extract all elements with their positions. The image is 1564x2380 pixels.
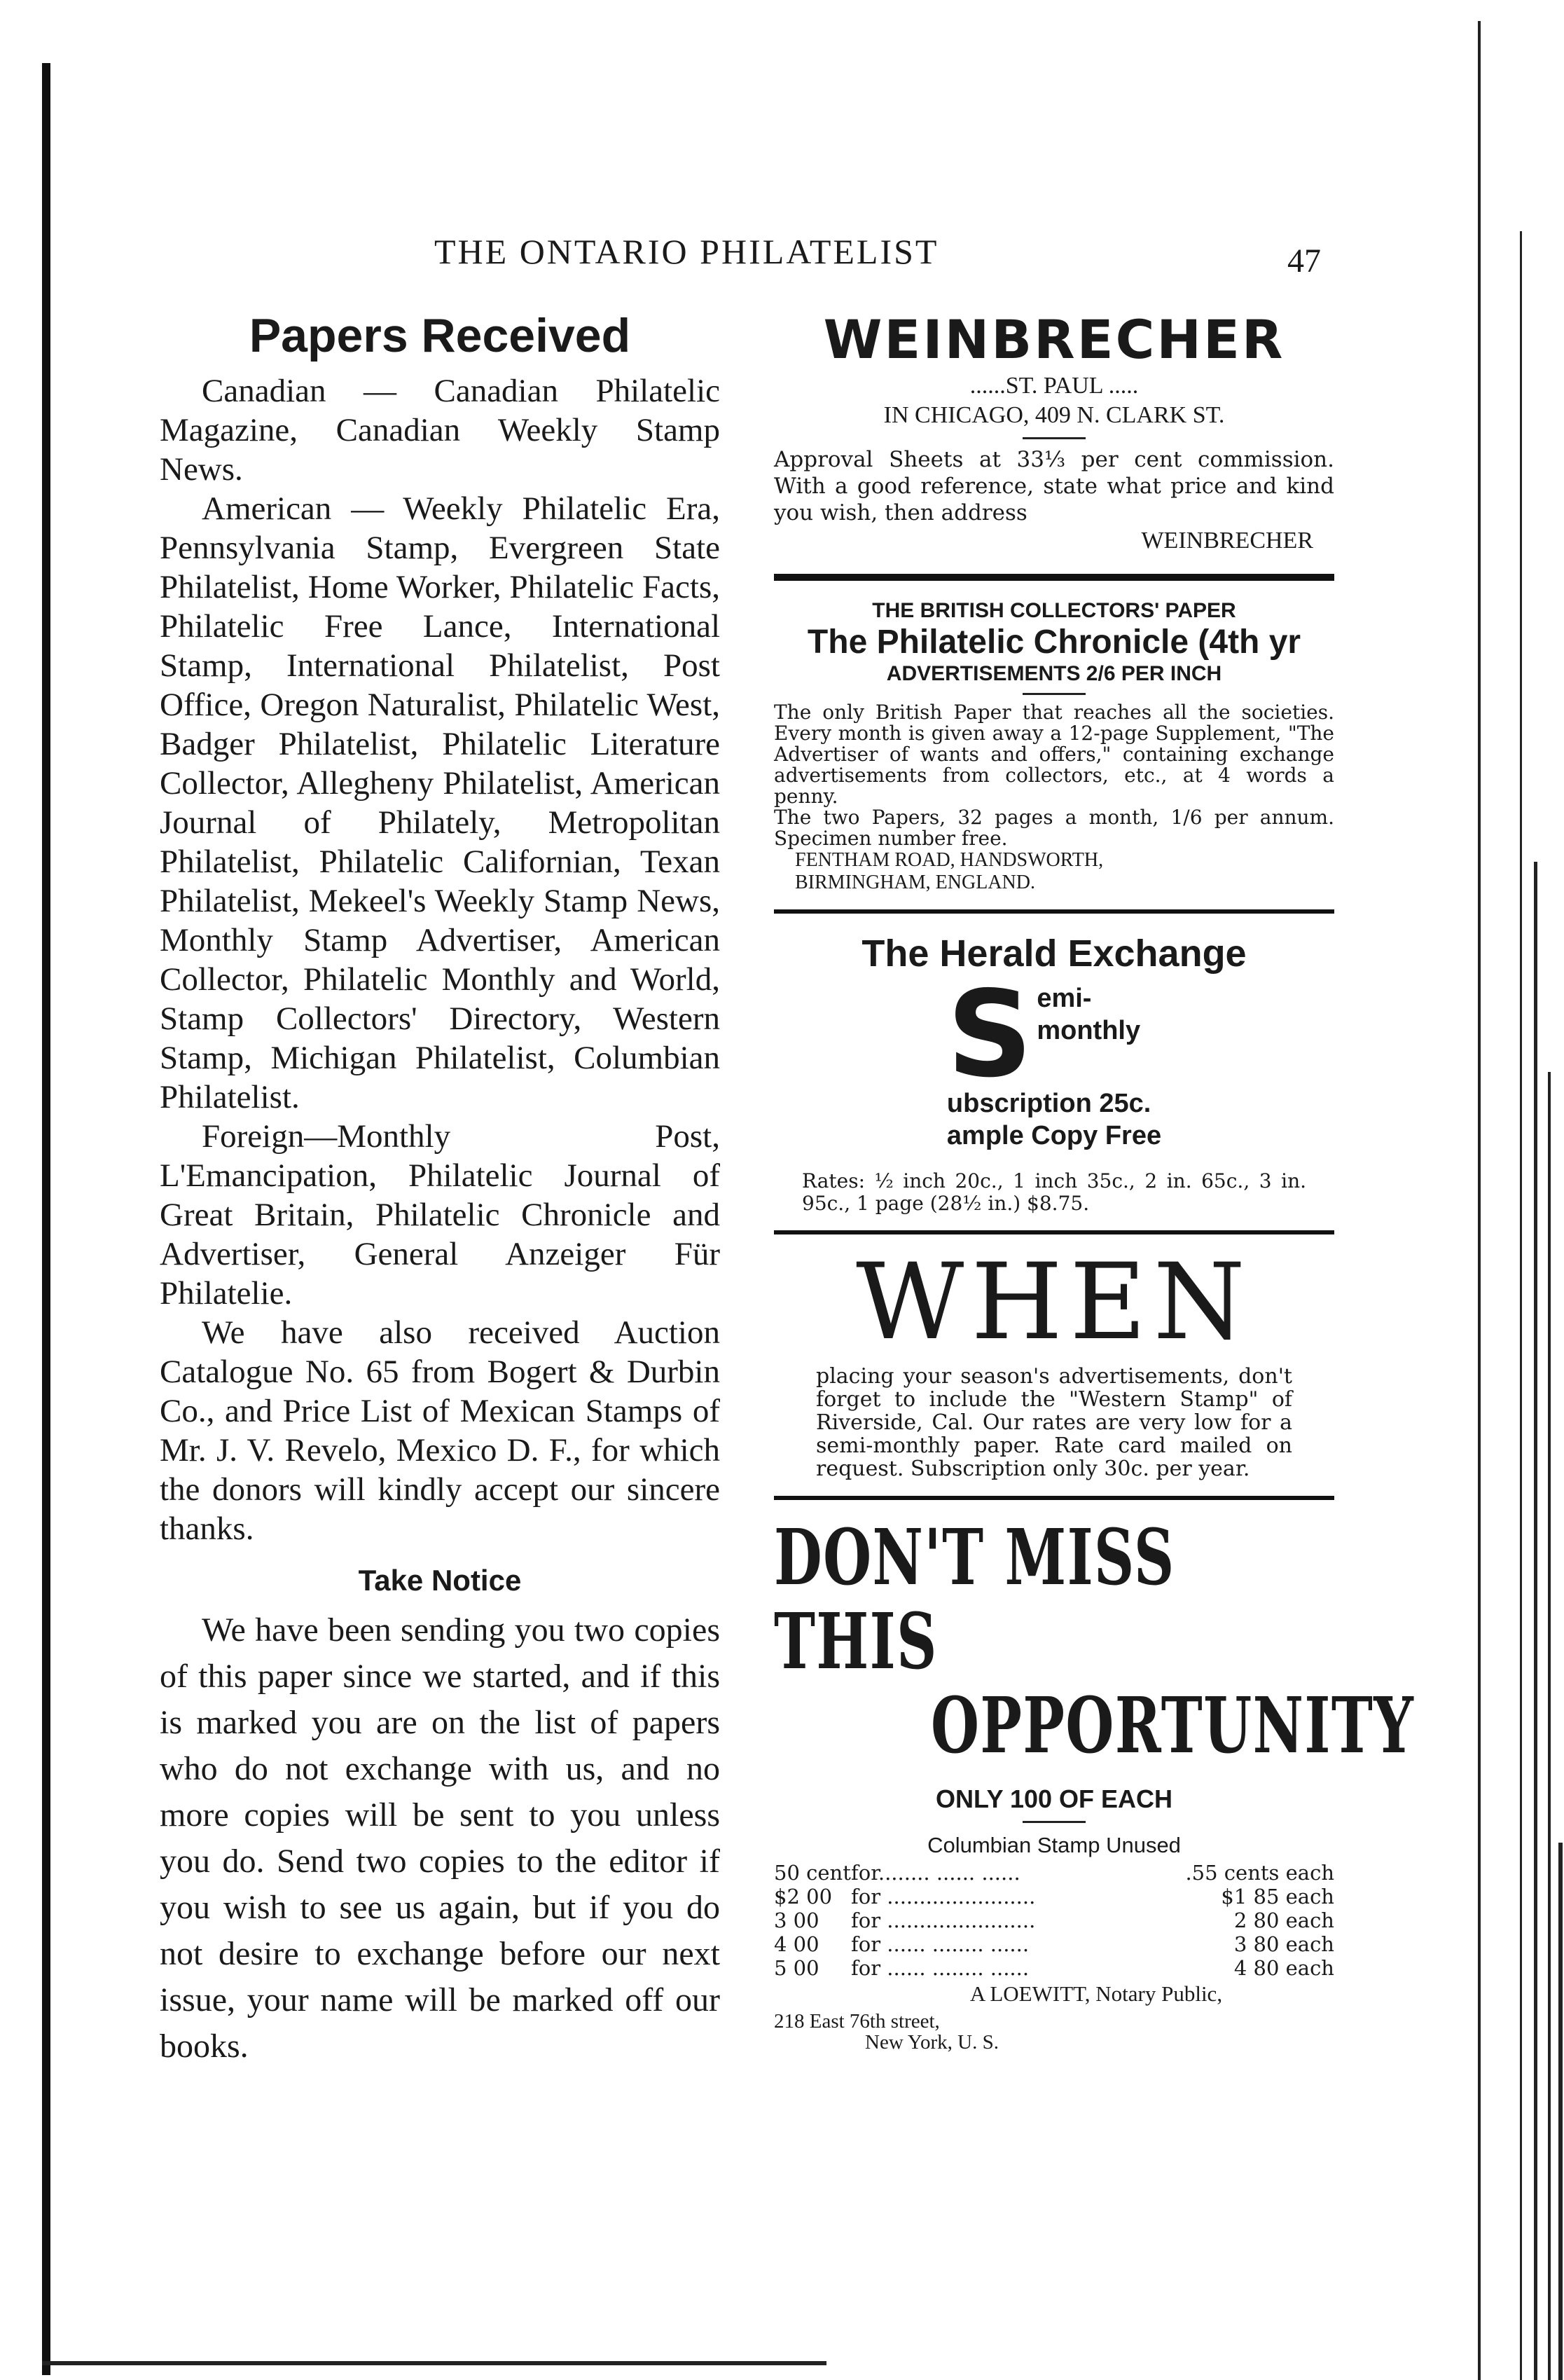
loewitt-headline-2: OPPORTUNITY xyxy=(931,1680,1415,1770)
when-body: placing your season's advertisements, don't forget to include the "Western Stamp" of Riverside, Cal. Our rates are very low for a semi-monthly paper. Rate card mailed on request. Subscription only 30c. per year. xyxy=(816,1364,1292,1481)
price-label: for........ ...... ...... xyxy=(851,1861,1020,1885)
price-amount: 50 cent xyxy=(774,1861,851,1885)
weinbrecher-chicago: IN CHICAGO, 409 N. CLARK ST. xyxy=(883,402,1225,428)
price-amount: $2 00 xyxy=(774,1885,833,1908)
herald-rates: Rates: ½ inch 20c., 1 inch 35c., 2 in. 65c., 3 in. 95c., 1 page (28½ in.) $8.75. xyxy=(802,1169,1306,1215)
price-label: for ....................... xyxy=(851,1885,1036,1908)
divider xyxy=(1023,1821,1086,1823)
divider xyxy=(1023,693,1086,695)
chronicle-rate: ADVERTISEMENTS 2/6 PER INCH xyxy=(886,662,1222,685)
price-row xyxy=(774,1861,1334,1885)
adjacent-page-edge xyxy=(1464,21,1564,2380)
price-value: .55 cents each xyxy=(1185,1861,1334,1885)
herald-line-3: ample Copy Free xyxy=(946,1121,1162,1150)
price-amount: 5 00 xyxy=(774,1956,819,1980)
loewitt-signature: A LOEWITT, Notary Public, xyxy=(969,1981,1223,2006)
divider xyxy=(774,909,1334,914)
herald-line-2: ubscription 25c. xyxy=(946,1089,1151,1118)
price-value: 4 80 each xyxy=(1233,1956,1334,1980)
left-margin-rule xyxy=(42,63,50,2375)
price-row xyxy=(774,1956,1334,1980)
weinbrecher-body: Approval Sheets at 33⅓ per cent commission. With a good reference, state what price and kind you wish, then address xyxy=(774,447,1334,525)
paragraph-thanks: We have also received Auction Catalogue No. 65 from Bogert & Durbin Co., and Price List of Mexican Stamps of Mr. J. V. Revelo, Mexico D. F., for which the donors will kindly accept our sincere thanks. xyxy=(160,1314,720,1547)
ad-philatelic-chronicle xyxy=(774,599,1334,894)
price-row xyxy=(774,1932,1334,1956)
divider xyxy=(774,574,1334,581)
price-list xyxy=(774,1861,1334,1980)
chronicle-title: The Philatelic Chronicle (4th yr xyxy=(807,624,1301,661)
chronicle-body: The only British Paper that reaches all the societies. Every month is given away a 12-page Supplement, "The Advertiser of wants and offers," containing exchange advertisements from collectors, etc., at 4 words a penny. xyxy=(774,701,1334,808)
weinbrecher-city: ......ST. PAUL ..... xyxy=(969,373,1139,399)
weinbrecher-signature: WEINBRECHER xyxy=(1141,528,1313,553)
take-notice-body: We have been sending you two copies of this paper since we started, and if this is marked you are on the list of papers who do not exchange with us, and no more copies will be sent to you unless you do. Send two copies to the editor if you wish to see us again, but if you do not desire to exchange before our next issue, your name will be marked off our books. xyxy=(160,1611,720,2065)
running-header: THE ONTARIO PHILATELIST xyxy=(434,232,939,271)
chronicle-address-1: FENTHAM ROAD, HANDSWORTH, xyxy=(795,849,1104,871)
divider xyxy=(1023,437,1086,439)
divider xyxy=(774,1496,1334,1500)
loewitt-address-2: New York, U. S. xyxy=(865,2031,999,2054)
price-row xyxy=(774,1885,1334,1908)
loewitt-headline-1: DON'T MISS THIS xyxy=(774,1512,1175,1686)
loewitt-list-title: Columbian Stamp Unused xyxy=(927,1833,1181,1857)
ad-loewitt xyxy=(774,1512,1415,2054)
chronicle-body-2: The two Papers, 32 pages a month, 1/6 per annum. Specimen number free. xyxy=(774,806,1334,850)
paragraph-canadian: Canadian — Canadian Philatelic Magazine, Canadian Weekly Stamp News. xyxy=(160,373,720,488)
left-column xyxy=(160,308,720,2070)
page-number: 47 xyxy=(1287,242,1321,280)
paragraph-american: American — Weekly Philatelic Era, Pennsylvania Stamp, Evergreen State Philatelist, Home Worker, Philatelic Facts, Philatelic Free Lance, International Stamp, International Philatelist, Post Office, Oregon Naturalist, Philatelic West, Badger Philatelist, Philatelic Literature Collector, Allegheny Philatelist, American Journal of Philately, Metropolitan Philatelist, Philatelic Californian, Texan Philatelist, Mekeel's Weekly Stamp News, Monthly Stamp Advertiser, American Collector, Philatelic Monthly and World, Stamp Collectors' Directory, Western Stamp, Michigan Philatelist, Columbian Philatelist. xyxy=(160,490,720,1115)
price-amount: 3 00 xyxy=(774,1908,819,1932)
price-value: $1 85 each xyxy=(1221,1885,1334,1908)
when-headline: WHEN xyxy=(856,1241,1252,1363)
take-notice-heading: Take Notice xyxy=(358,1564,522,1597)
bottom-margin-rule xyxy=(42,2361,826,2365)
ad-weinbrecher xyxy=(774,308,1334,556)
price-label: for ...... ........ ...... xyxy=(851,1932,1030,1956)
paragraph-foreign: Foreign—Monthly Post, L'Emancipation, Philatelic Journal of Great Britain, Philatelic Chronicle and Advertiser, General Anzeiger Für Philatelie. xyxy=(160,1118,720,1312)
loewitt-address-1: 218 East 76th street, xyxy=(774,2010,940,2032)
price-label: for ...... ........ ...... xyxy=(851,1956,1030,1980)
price-amount: 4 00 xyxy=(774,1932,819,1956)
price-row xyxy=(774,1908,1334,1932)
price-label: for ....................... xyxy=(851,1908,1036,1932)
herald-drop-cap: S xyxy=(946,965,1033,1104)
chronicle-kicker: THE BRITISH COLLECTORS' PAPER xyxy=(872,599,1236,622)
herald-drop-cap-block xyxy=(946,965,1162,1152)
weinbrecher-name: WEINBRECHER xyxy=(823,308,1285,371)
ad-herald-exchange xyxy=(774,929,1334,1215)
chronicle-address-2: BIRMINGHAM, ENGLAND. xyxy=(795,872,1035,893)
herald-title: The Herald Exchange xyxy=(861,933,1247,975)
loewitt-sub: ONLY 100 OF EACH xyxy=(935,1784,1173,1813)
price-value: 2 80 each xyxy=(1233,1908,1334,1932)
ad-western-stamp xyxy=(774,1241,1334,1481)
herald-line-1: emi-monthly xyxy=(1037,984,1141,1045)
price-value: 3 80 each xyxy=(1233,1932,1334,1956)
right-column xyxy=(774,308,1415,2054)
papers-received-heading: Papers Received xyxy=(249,309,631,362)
divider xyxy=(774,1230,1334,1234)
